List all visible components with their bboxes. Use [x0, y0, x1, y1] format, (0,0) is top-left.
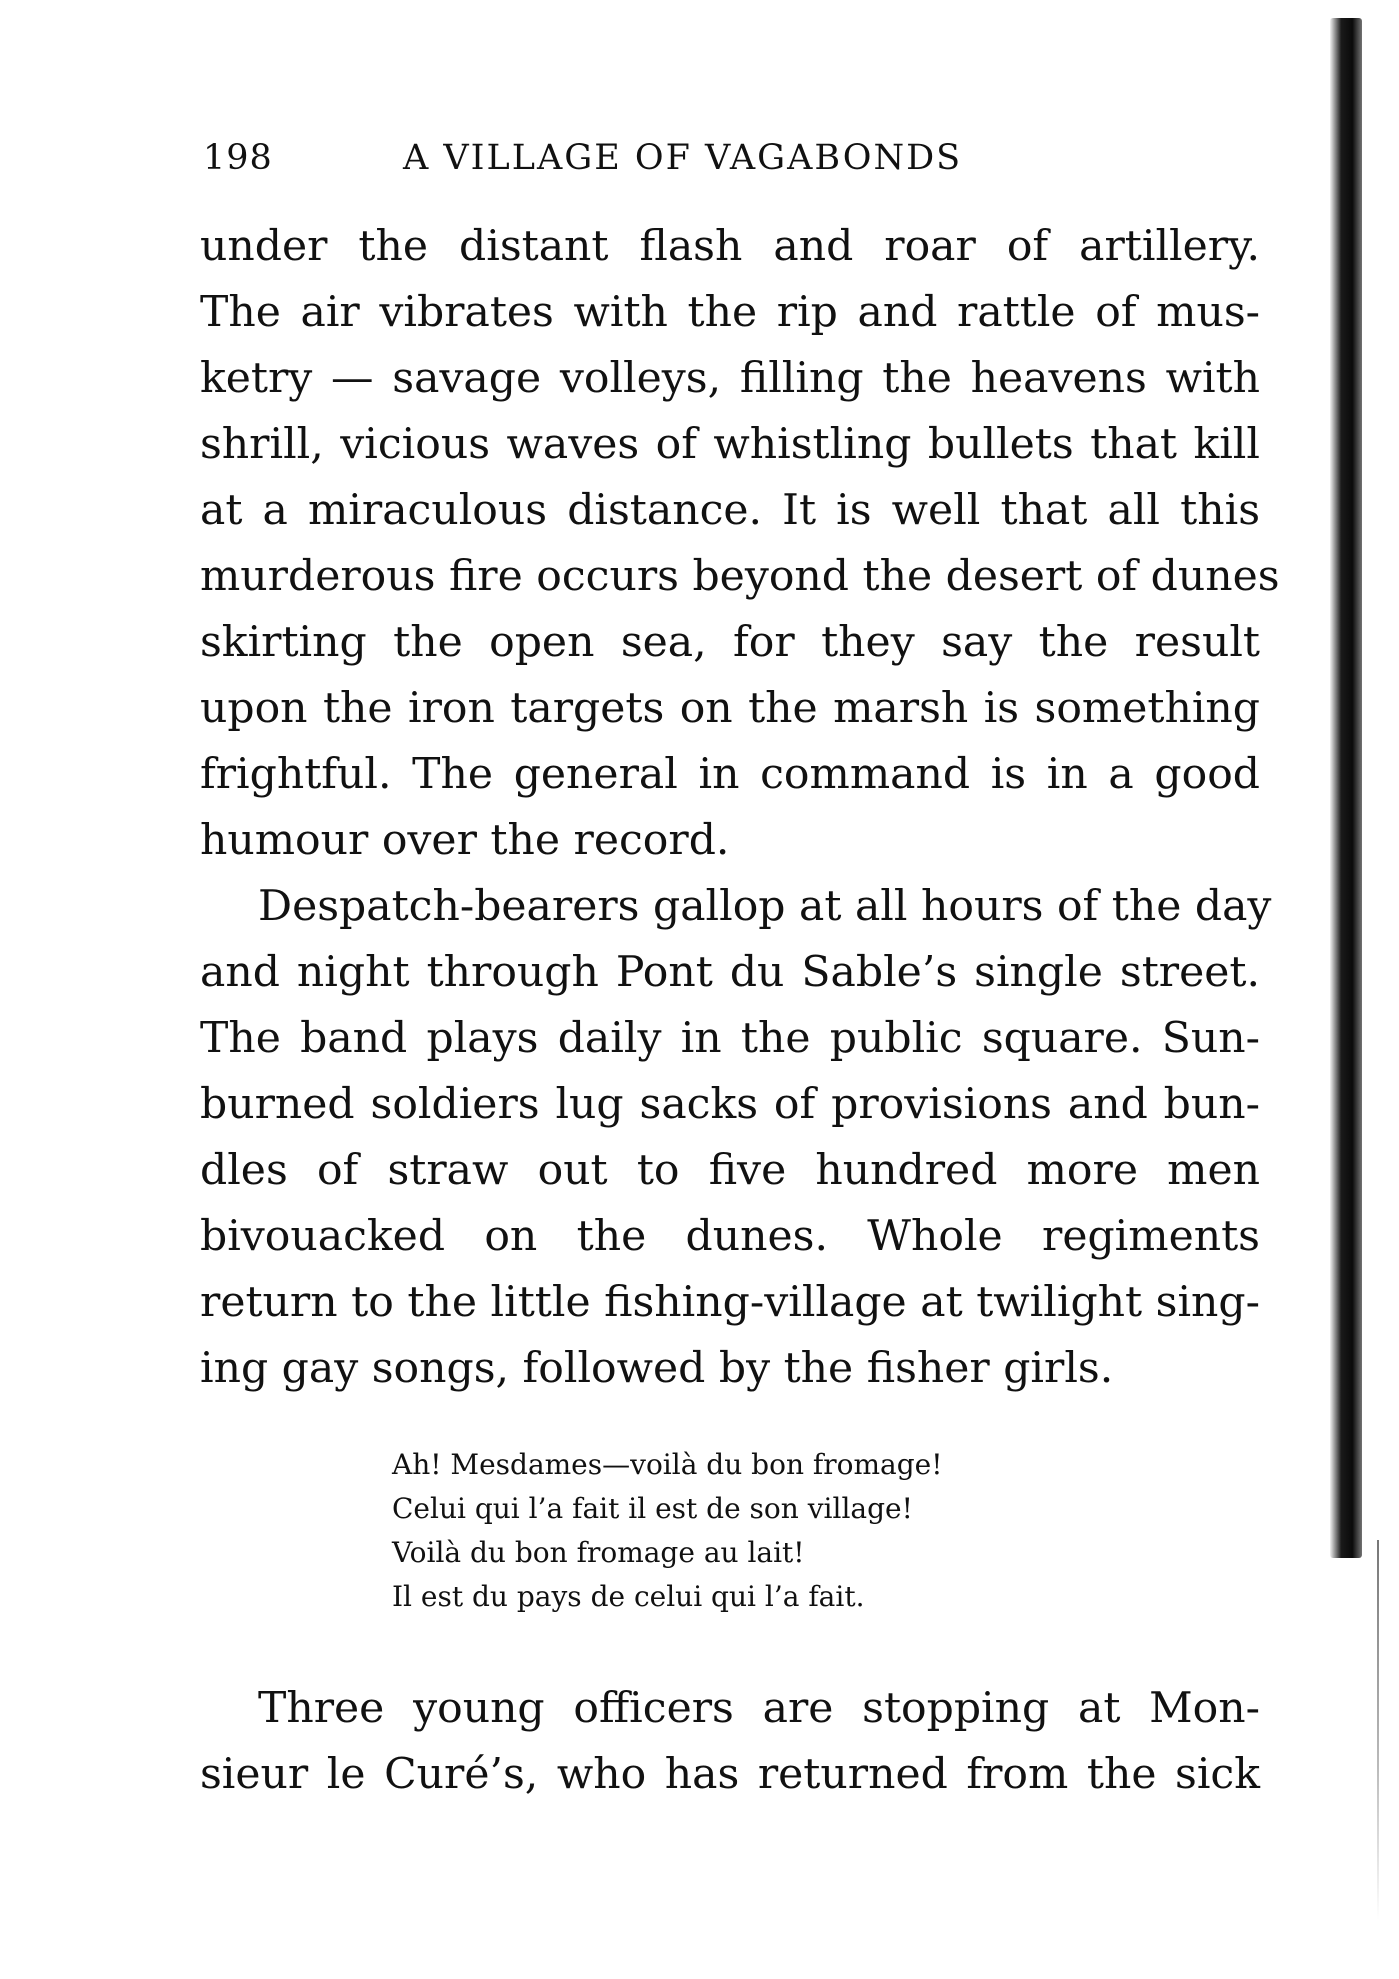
- text-line: bivouacked on the dunes. Whole regiments: [200, 1212, 1260, 1261]
- text-line: skirting the open sea, for they say the result: [200, 618, 1260, 667]
- paragraph-2: [200, 874, 1272, 1402]
- page-edge-line: [1377, 1540, 1379, 1920]
- text-line: sieur le Curé’s, who has returned from the sick: [200, 1750, 1260, 1799]
- paragraph-1: [200, 214, 1280, 874]
- page-number: 198: [203, 138, 273, 178]
- text-line: dles of straw out to five hundred more men: [200, 1146, 1260, 1195]
- text-line: under the distant flash and roar of artillery.: [200, 222, 1260, 271]
- text-line: The band plays daily in the public square. Sun-: [200, 1014, 1260, 1063]
- body-text: [200, 214, 1280, 1402]
- paragraph-3: [200, 1676, 1260, 1808]
- running-head: [203, 138, 1263, 188]
- text-line: shrill, vicious waves of whistling bullets that kill: [200, 420, 1260, 469]
- running-head-title: A VILLAGE OF VAGABONDS: [403, 138, 963, 178]
- page-spine-shadow: [1330, 18, 1362, 1558]
- text-line: murderous fire occurs beyond the desert of dunes: [200, 552, 1280, 601]
- text-line: ketry — savage volleys, filling the heavens with: [200, 354, 1260, 403]
- text-line: ing gay songs, followed by the fisher girls.: [200, 1344, 1114, 1393]
- text-line: burned soldiers lug sacks of provisions and bun-: [200, 1080, 1260, 1129]
- text-line: The air vibrates with the rip and rattle of mus-: [200, 288, 1260, 337]
- verse-line: Il est du pays de celui qui l’a fait.: [392, 1580, 865, 1613]
- verse-quotation: [392, 1443, 1092, 1619]
- text-line: frightful. The general in command is in a good: [200, 750, 1260, 799]
- text-line: return to the little fishing-village at twilight sing-: [200, 1278, 1260, 1327]
- verse-line: Voilà du bon fromage au lait!: [392, 1536, 805, 1569]
- verse-line: Ah! Mesdames—voilà du bon fromage!: [392, 1448, 943, 1481]
- verse-line: Celui qui l’a fait il est de son village!: [392, 1492, 913, 1525]
- text-line: at a miraculous distance. It is well that all this: [200, 486, 1260, 535]
- text-line: humour over the record.: [200, 816, 730, 865]
- text-line: upon the iron targets on the marsh is something: [200, 684, 1260, 733]
- text-line: Despatch-bearers gallop at all hours of the day: [258, 882, 1272, 931]
- text-line: and night through Pont du Sable’s single street.: [200, 948, 1260, 997]
- text-line: Three young officers are stopping at Mon-: [258, 1684, 1260, 1733]
